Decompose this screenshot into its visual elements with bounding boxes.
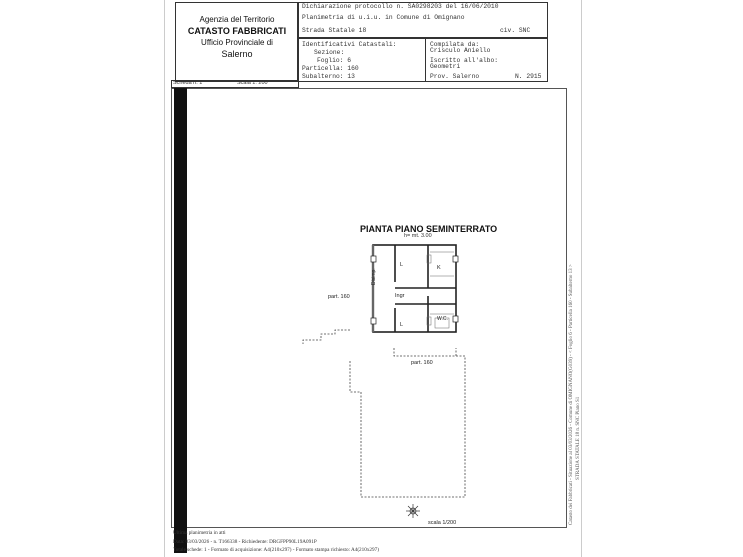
- particella-field: Particella: 160: [302, 65, 359, 72]
- ufficio-label: Ufficio Provinciale di: [201, 38, 273, 47]
- compilata-label: Compilata da:: [430, 41, 480, 48]
- sezione-field: Sezione:: [314, 49, 345, 56]
- side-stamp-line1: Catasto dei Fabbricati - Situazione al 03/03/2026 - Comune di OMIGNANO(G039) - < Foglio 6 - Particella 160 - Subalterno 13 >: [569, 264, 574, 525]
- room-label-k: K: [437, 265, 441, 271]
- plan-height: h= mt. 3.00: [404, 233, 432, 239]
- document-sheet: [164, 0, 582, 557]
- provincia-field: Prov. Salerno: [430, 73, 480, 80]
- planimetria-line: Planimetria di u.i.u. in Comune di Omignano: [302, 14, 465, 21]
- plan-title: PIANTA PIANO SEMINTERRATO: [360, 224, 498, 234]
- compiler-name: Crisculo Aniello: [430, 47, 491, 54]
- agency-name: Agenzia del Territorio: [199, 15, 275, 24]
- site-boundary: [303, 330, 465, 497]
- room-label-disimpegno: Disimp.: [371, 268, 377, 285]
- civic-number: civ. SNC: [500, 27, 531, 34]
- foglio-field: Foglio: 6: [317, 57, 352, 64]
- plan-scale: scala 1/200: [428, 520, 457, 526]
- bottom-parcel-label: part. 160: [411, 360, 433, 366]
- scheda-number: Scheda n. 1: [173, 80, 203, 86]
- room-label-wc: W.C.: [437, 316, 448, 322]
- provincia-name: Salerno: [221, 49, 253, 59]
- catasto-title: CATASTO FABBRICATI: [187, 26, 287, 36]
- header-scale: Scala 1: 200: [237, 80, 268, 86]
- albo-label: Iscritto all'albo:: [430, 57, 499, 64]
- identifiers-title: Identificativi Catastali:: [302, 41, 397, 48]
- left-parcel-label: part. 160: [328, 294, 350, 300]
- footer-last-plan: Ultima planimetria in atti: [173, 530, 226, 536]
- profession: Geometri: [430, 63, 461, 70]
- subalterno-field: Subalterno: 13: [302, 73, 355, 80]
- side-stamp-line2: STRADA STATALE 18 n. SNC Piano S1: [576, 396, 581, 480]
- albo-number: N. 2915: [515, 73, 542, 80]
- footer-request: Data: 03/03/2026 - n. T166338 - Richiedente: DRGFPP90L19A091P: [173, 539, 317, 545]
- room-label-l-bottom: L: [400, 322, 404, 328]
- north-arrow-icon: [406, 504, 420, 518]
- protocol-line: Dichiarazione protocollo n. SA0298203 del 16/06/2010: [302, 3, 499, 10]
- room-label-ingr: Ingr: [395, 293, 405, 299]
- room-label-l-top: L: [400, 262, 404, 268]
- footer-format: Totale schede: 1 - Formato di acquisizione: A4(210x297) - Formato stampa richiesto: A4(210x297): [173, 547, 379, 553]
- address-line: Strada Statale 18: [302, 27, 367, 34]
